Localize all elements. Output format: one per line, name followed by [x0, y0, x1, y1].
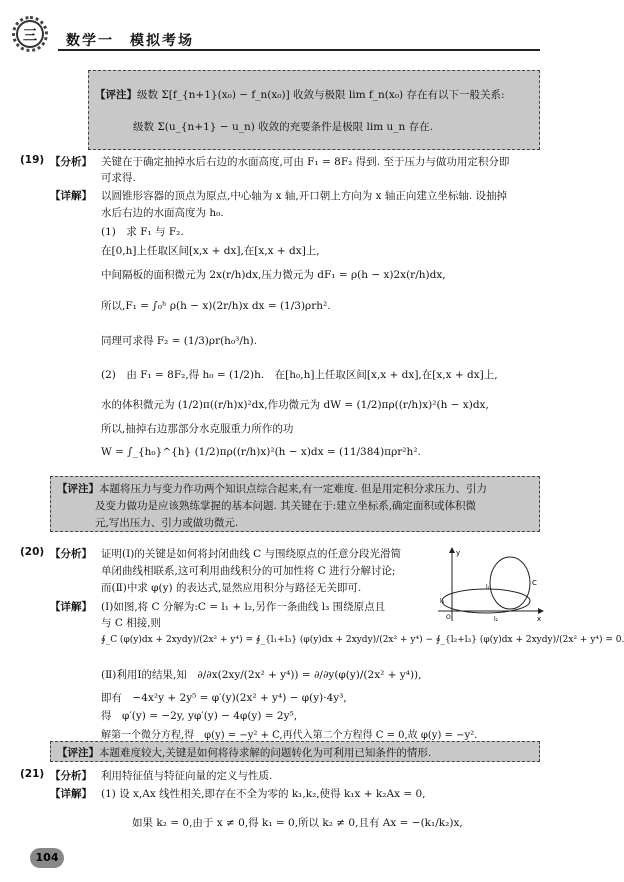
x-axis-arrow-icon	[538, 608, 544, 614]
question-number: (19)	[20, 154, 45, 166]
formula: 解第一个微分方程,得 φ(y) = −y² + C,再代入第二个方程得 C = 0,故 φ(y) = −y².	[101, 730, 478, 741]
formula: 即有 −4x²y + 2y⁵ = φ′(y)(2x² + y⁴) − φ(y)·4y³,	[101, 692, 347, 704]
formula: (Ⅱ)利用Ⅰ的结果,知 ∂/∂x(2xy/(2x² + y⁴)) = ∂/∂y(φ(y)/(2x² + y⁴)),	[101, 669, 422, 681]
question-number: (21)	[20, 768, 45, 780]
page-number: 104	[30, 848, 64, 868]
curve-l3	[442, 589, 530, 613]
detail-text: (1) 设 x,Ax 线性相关,即存在不全为零的 k₁,k₂,使得 k₁x + k₂Ax = 0,	[101, 788, 426, 800]
note-box-3	[50, 741, 540, 762]
analysis-label: 【分析】	[50, 770, 92, 782]
detail-text: 水后右边的水面高度为 h₀.	[101, 207, 224, 219]
curve-l3-label: l₃	[440, 598, 445, 605]
detail-text: (1) 求 F₁ 与 F₂.	[101, 226, 184, 238]
detail-text: 以圆锥形容器的顶点为原点,中心轴为 x 轴,开口朝上方向为 x 轴正向建立坐标轴. 设抽掉	[101, 190, 508, 202]
curve-l1-label: l₁	[486, 584, 491, 591]
analysis-text: 而(Ⅱ)中求 φ(y) 的表达式,显然应用积分与路径无关即可.	[101, 582, 362, 594]
detail-label: 【详解】	[50, 190, 92, 202]
page-header	[0, 0, 560, 50]
analysis-text: 关键在于确定抽掉水后右边的水面高度,可由 F₁ = 8F₂ 得到. 至于压力与做功用定积分即	[101, 156, 510, 168]
detail-text: 与 C 相接,则	[101, 617, 162, 629]
note-text: 元,写出压力、引力或做功微元.	[95, 517, 239, 529]
analysis-text: 利用特征值与特征向量的定义与性质.	[101, 770, 273, 782]
detail-text: 所以,抽掉右边那部分水克服重力所作的功	[101, 423, 294, 435]
note-text: 本题将压力与变力作功两个知识点综合起来,有一定难度. 但是用定积分求压力、引力	[99, 483, 488, 495]
formula: (2) 由 F₁ = 8F₂,得 h₀ = (1/2)h. 在[h₀,h]上任取区间[x,x + dx],在[x,x + dx]上,	[101, 369, 498, 381]
y-axis-label: y	[456, 549, 461, 557]
analysis-text: 证明(Ⅰ)的关键是如何将封闭曲线 C 与围绕原点的任意分段光滑简	[101, 548, 402, 560]
note-text: 级数 Σ[f_{n+1}(x₀) − f_n(x₀)] 收敛与极限 lim f_n(x₀) 存在有以下一般关系:	[137, 89, 505, 101]
note-tag: 【评注】	[57, 483, 99, 495]
note-tag: 【评注】	[95, 89, 137, 101]
formula: 得 φ′(y) = −2y, yφ′(y) − 4φ(y) = 2y⁵,	[101, 710, 298, 722]
formula: 中间隔板的面积微元为 2x(r/h)dx,压力微元为 dF₁ = ρ(h − x)2x(r/h)dx,	[101, 269, 446, 281]
header-rule	[58, 49, 540, 51]
detail-text: 在[0,h]上任取区间[x,x + dx],在[x,x + dx]上,	[101, 245, 320, 257]
note-tag: 【评注】	[57, 747, 99, 759]
book-logo-icon: 三	[16, 20, 44, 48]
curve-c	[490, 557, 530, 609]
question-number: (20)	[20, 546, 45, 558]
detail-label: 【详解】	[50, 601, 92, 613]
formula: W = ∫_{h₀}^{h} (1/2)πρ((r/h)x)²(h − x)dx = (11/384)πρr²h².	[101, 446, 421, 458]
formula: 如果 k₂ = 0,由于 x ≠ 0,得 k₁ = 0,所以 k₂ ≠ 0,且有 Ax = −(k₁/k₂)x,	[132, 817, 463, 829]
formula: 水的体积微元为 (1/2)π((r/h)x)²dx,作功微元为 dW = (1/2)πρ((r/h)x)²(h − x)dx,	[101, 399, 489, 411]
detail-label: 【详解】	[50, 788, 92, 800]
detail-text: (Ⅰ)如图,将 C 分解为:C = l₁ + l₂,另作一条曲线 l₃ 围绕原点且	[101, 601, 386, 613]
analysis-label: 【分析】	[50, 548, 92, 560]
formula: ∮_C (φ(y)dx + 2xydy)/(2x² + y⁴) = ∮_{l₁+l₃} (φ(y)dx + 2xydy)/(2x² + y⁴) − ∮_{l₂+l₃} (φ(y)dx + 2xydy)/(2x² + y⁴) = 0.	[101, 635, 624, 645]
curve-c-label: C	[532, 579, 537, 587]
curve-figure	[436, 545, 546, 629]
note-text: 及变力做功是应该熟练掌握的基本问题. 其关键在于:建立坐标系,确定面积或体积微	[95, 500, 477, 512]
note-text: 级数 Σ(u_{n+1} − u_n) 收敛的充要条件是极限 lim u_n 存在.	[133, 121, 433, 133]
origin-label: O	[446, 614, 451, 621]
header-title: 数学一 模拟考场	[66, 33, 194, 49]
y-axis-arrow-icon	[449, 547, 455, 553]
analysis-label: 【分析】	[50, 156, 92, 168]
x-axis-label: x	[537, 615, 542, 623]
formula: 同理可求得 F₂ = (1/3)ρr(h₀³/h).	[101, 335, 258, 347]
formula: 所以,F₁ = ∫₀ʰ ρ(h − x)(2r/h)x dx = (1/3)ρrh².	[101, 300, 331, 312]
note-box-1	[88, 70, 540, 150]
analysis-text: 单闭曲线相联系,这可利用曲线积分的可加性将 C 进行分解讨论;	[101, 565, 396, 577]
curve-l2-label: l₂	[494, 616, 499, 623]
analysis-text: 可求得.	[101, 172, 136, 184]
note-box-2	[50, 476, 540, 532]
note-text: 本题难度较大,关键是如何将待求解的问题转化为可利用已知条件的情形.	[99, 747, 432, 759]
